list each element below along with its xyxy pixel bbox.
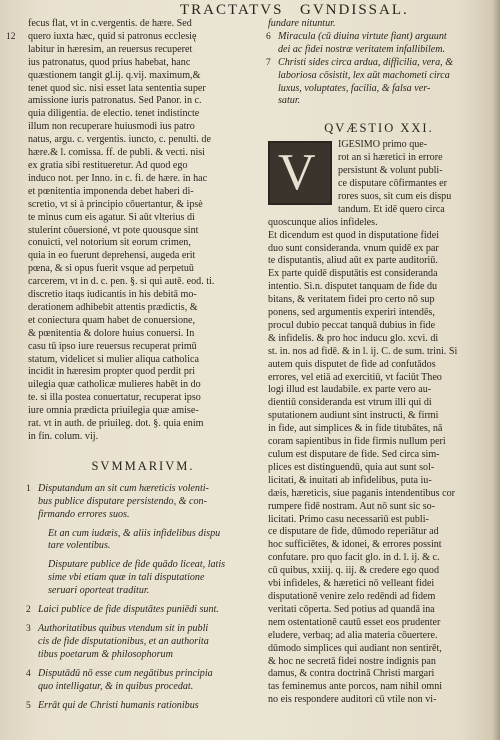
summary-line: Disputandum an sit cum hæreticis volenti- [38, 482, 209, 494]
summary-line: bus publice disputare persistendo, & con- [38, 495, 207, 507]
summary-item [28, 623, 258, 662]
summary-heading: SVMMARIVM. [91, 458, 195, 473]
summary-line: firmando errores suos. [38, 508, 130, 520]
text-line: confutare. pro quo facit glo. in d. l. ij. & c. [268, 552, 440, 564]
text-line: & pœnitentia & dolore huius conuersi. In [28, 327, 195, 339]
text-line: eludere, verbaq; ad alia materia cōuertere. [268, 629, 438, 641]
text-line: dūmodo simplices qui audiant non sentirēt, [268, 642, 442, 654]
running-head-right: GVNDISSAL. [300, 2, 409, 18]
text-line: stulerint côuersioné, vt pote quousque sint [28, 224, 199, 236]
text-line: veritati cōperta. Sed potius ad quandā ina [268, 603, 435, 615]
decorated-initial [268, 141, 332, 205]
question-opening [268, 139, 490, 229]
text-line: coram sapientibus in fide firmis nullum peri [268, 436, 446, 448]
text-line: errores, vel etiā ad exercitiū, vt faciūt Theo [268, 371, 442, 383]
text-line: rot an si hæretici in errore [338, 152, 443, 164]
text-line: & hoc ne secretā fidei nostre indignis pan [268, 655, 436, 667]
text-line: te. si illa postea conuertatur, recuperat ipso [28, 392, 201, 404]
left-body-text [6, 18, 258, 444]
summary-item [28, 483, 258, 522]
left-column [6, 18, 258, 718]
summary-number: 4 [26, 668, 31, 679]
marginal-number: 12 [6, 31, 16, 42]
text-line: autem quis disputet de fide ad confutādos [268, 358, 436, 370]
summary-item [28, 668, 258, 694]
text-line: conuicti, vel notorium sit eorum crimen, [28, 237, 191, 249]
text-line: sputationem audiunt sint instructi, & firmi [268, 410, 439, 422]
summary-line: dei ac fidei nostræ veritatem infallibilem. [278, 43, 446, 55]
text-line: et coniectura quam habet de conuersione, [28, 314, 196, 326]
summary-item [28, 559, 258, 598]
summary-line: cis de fide disputationibus, et an authorita [38, 635, 209, 647]
text-line: disputationē venire zelo redēndi ad fidem [268, 590, 436, 602]
text-line: 12 quero iuxta hæc, quid si patronus ecclesię [6, 30, 197, 42]
text-line: & infidelis. & pro hoc inducu glo. xcvi. di [268, 332, 439, 344]
summary-number: 5 [26, 700, 31, 711]
text-line: amissione iuris patronatus. Sed Panor. in c. [28, 95, 202, 107]
summary-item [28, 604, 258, 617]
text-line: dientiū consideranda est vtrum illi qui di [268, 397, 432, 409]
summary-number: 7 [266, 57, 271, 68]
summary-line: luxus, voluptates, facilia, & falsa ver- [278, 82, 431, 94]
text-line: logi illud est laudabile. ex parte vero au- [268, 384, 432, 396]
text-line: illum non recuperare huiusmodi ius patro [28, 121, 195, 133]
summary-item [28, 700, 258, 713]
summary-list [28, 483, 258, 713]
text-line: induco not. per Inno. in c. fi. de hære. in hac [28, 172, 208, 184]
summary-line: Et an cum iudæis, & aliis infidelibus dispu [48, 527, 221, 539]
text-line: incidit in hæresim propter quod perdit pri [28, 366, 196, 378]
text-line: culum est disputare de fide. Sed circa sim- [268, 449, 440, 460]
summary-line: Disputādū nō esse cum negātibus principia [38, 667, 213, 679]
page-edge-shadow [492, 0, 500, 740]
summary-line: Christi sides circa ardua, difficilia, vera, & [278, 56, 454, 68]
text-line: licitati, & inuitati ab infidelibus, puta iu- [268, 474, 432, 486]
text-line: casu tū ipso iure reuersus recuperat primū [28, 340, 197, 352]
text-line: et pœnitentia imponenda debet haberi di- [28, 185, 194, 197]
text-line: tenet quod sic. nisi esset lata sententia super [28, 82, 206, 94]
text-line: derationem adhibebit attentis prædictis, & [28, 301, 198, 313]
text-line: fundare nituntur. [268, 18, 336, 29]
text-line: hære.& l. comissa. ff. de publi. & vecti. nisi [28, 147, 205, 159]
summary-line: seruari oporteat traditur. [48, 585, 150, 597]
summary-line: tare volentibus. [48, 540, 111, 552]
text-line: discretio itaqs iudicantis in his debitā mo- [28, 289, 197, 301]
text-line: ce disputare cōfirmantes er [338, 177, 448, 189]
right-top-text [268, 18, 490, 31]
text-line: procul dubio peccat tanquā dubius in fide [268, 319, 436, 331]
summary-line: quo intelligatur, & in quibus procedat. [38, 680, 194, 692]
text-line: fecus flat, vt in c.vergentis. de hære. Sed [28, 18, 192, 29]
text-line: rumpere fidē nostram. Aut nō sunt sic so- [268, 500, 436, 512]
summary-item [268, 31, 490, 57]
text-line: no eis respondere auditori cū vtile non vi- [268, 694, 437, 706]
text-line: rat. vt in auth. de priuileg. dot. §. quia enim [28, 418, 204, 430]
text-line: dæis, hæreticis, siue paganis intendentibus cor [268, 487, 455, 499]
text-line: st. in. nos ad fidē. & in l. ij. C. de sum. trini. Si [268, 345, 458, 357]
text-line: carcerem, vt in d. c. pen. §. si qui autē. eod. ti. [28, 276, 215, 288]
summary-line: Authoritatibus quibus vtendum sit in publi [38, 622, 209, 634]
text-line: plices est distinguendū, quia aut sunt sol- [268, 461, 435, 473]
summary-number: 3 [26, 623, 31, 634]
text-line: tas feminemus ante porcos, nam nihil omni [268, 681, 443, 693]
text-line: quia diligentia. de electio. tenet indistincte [28, 108, 200, 120]
text-line: Et dicendum est quod in disputatione fidei [268, 229, 440, 241]
summary-number: 6 [266, 31, 271, 42]
text-line: cū quibus, xxiij. q. iij. & credere ego quod [268, 565, 439, 577]
summary-line: Miracula (cū diuina virtute fiant) arguunt [278, 30, 447, 42]
text-line: statum, videlicet si mulier aliqua catholica [28, 353, 199, 365]
text-line: te minus cum eis agatur. Si aūt vlterius di [28, 211, 195, 223]
text-line: vbi infideles, & hæretici nō velleant fidei [268, 578, 435, 590]
summary-line: Disputare publice de fide quādo liceat, latis [48, 559, 226, 571]
summary-number: 2 [26, 605, 31, 616]
text-line: duo sunt consideranda. vnum quidē ex par [268, 242, 439, 254]
text-line: quia in eo fuerunt deprehensi, augeda erit [28, 250, 196, 262]
text-line: natus, argu. c. vergentis. iuncto, c. penulti. de [28, 134, 211, 146]
summary-item [28, 528, 258, 554]
summary-line: tibus poetarum & philosophorum [38, 648, 173, 660]
text-line: te disputantis, aliud aūt ex parte auditoriū. [268, 255, 438, 267]
text-line: quæstionem tangit gl.ij. q.vij. maximum,& [28, 69, 201, 81]
decorated-initial-letter: V [278, 144, 316, 202]
text-line: in fin. colum. vij. [28, 431, 99, 442]
text-line: tandum. Et idē quero circa [338, 203, 445, 215]
text-line: in fide, aut simplices & in fide titubātes, nā [268, 423, 443, 435]
text-line: ce disputare de fide, dūmodo reperiātur ad [268, 526, 439, 538]
summary-line: Laici publice de fide disputātes puniēdi sunt. [38, 604, 219, 616]
text-line: intentio. Si.n. disputet tanquam de fide du [268, 281, 438, 293]
right-column [268, 18, 490, 707]
text-line: rores suos, sit cum eis dispu [338, 190, 452, 202]
summary-line: Errāt qui de Christi humanis rationibus [38, 699, 199, 711]
text-line: licitati. Primo casu necessariū est publi- [268, 513, 429, 525]
text-line: hoc sufficiētes, & idonei, & errores possint [268, 539, 442, 551]
summary-line: sime vbi etiam quæ in tali disputatione [48, 572, 205, 584]
running-head-left: TRACTATVS [180, 2, 284, 18]
right-body-text [268, 230, 490, 708]
text-line: ius patronatus, quod prius habebat, hanc [28, 56, 191, 68]
text-line: nem ostentationē cautū esset eos prudenter [268, 616, 441, 628]
question-heading: QVÆSTIO XXI. [324, 121, 434, 136]
text-line: iure omnia prædicta priuilegia quæ amise- [28, 405, 199, 417]
summary-number: 1 [26, 483, 31, 494]
summary-item [268, 57, 490, 109]
summary-line: satur. [278, 95, 301, 107]
right-summary-items [268, 31, 490, 108]
text-line: scretio, vt si à principio côuertantur, & ipsè [28, 198, 203, 210]
text-line: pœna, & si opus fuerit vsque ad perpetuū [28, 263, 194, 275]
text-line: quoscunque alios infideles. [268, 216, 378, 228]
text-line: uilegia quæ catholicæ mulieres habēt in do [28, 379, 201, 391]
summary-line: laboriosa cōsistit, lex aūt machometi circa [278, 69, 450, 81]
text-line: persistunt & volunt publi- [338, 165, 443, 177]
text-line: bitans, & veritatem fidei pro certo nō sup [268, 294, 435, 306]
text-line: ponens, sed argumentis experiri intendēs, [268, 307, 435, 319]
text-line: labitur in hæresim, an reuersus recuperet [28, 43, 193, 55]
text-line: damus, & contra doctrinā Christi margari [268, 668, 435, 680]
text-line: Ex parte quidē disputātis est consideranda [268, 268, 438, 280]
text-line: IGESIMO primo que- [338, 139, 428, 151]
text-line: ex gratia sibi restitueretur. Ad quod ego [28, 159, 188, 171]
